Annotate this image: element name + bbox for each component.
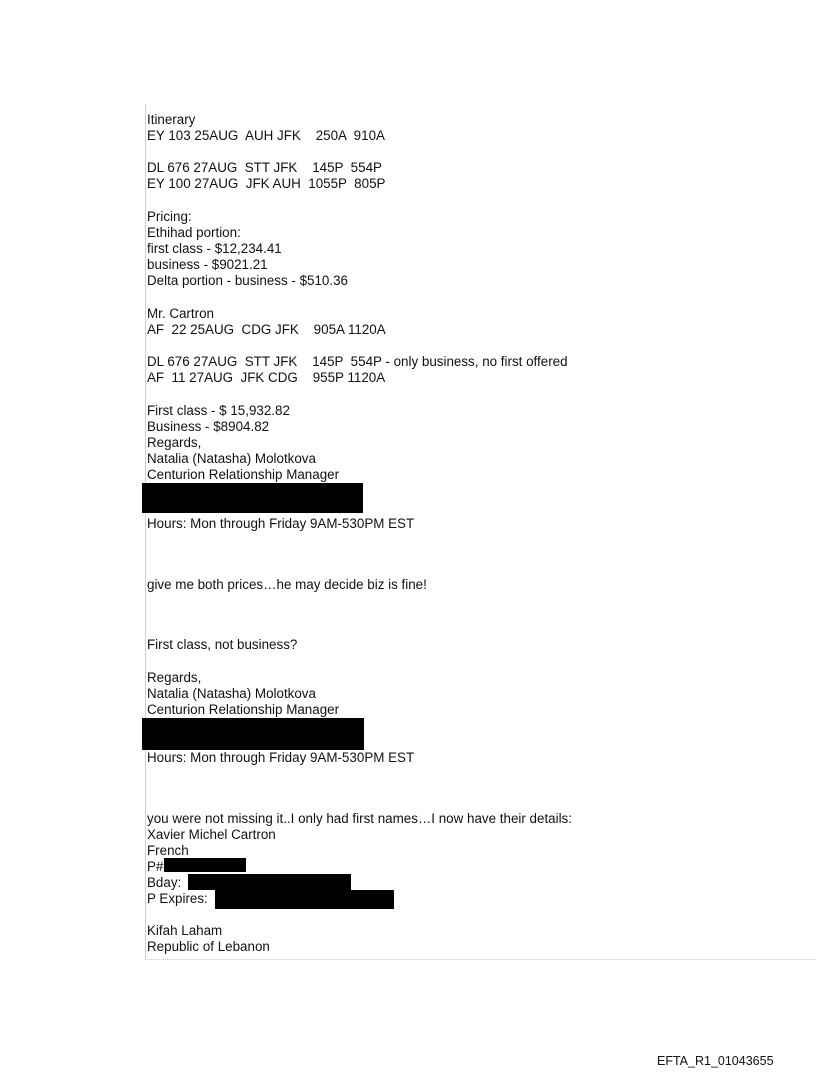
- pricing-line: business - $9021.21: [147, 257, 268, 272]
- flight-line: EY 103 25AUG AUH JFK 250A 910A: [147, 128, 385, 143]
- message-text: give me both prices…he may decide biz is fine!: [147, 577, 427, 592]
- document-id: EFTA_R1_01043655: [657, 1054, 774, 1068]
- passenger-nationality: French: [147, 843, 189, 858]
- signature-hours: Hours: Mon through Friday 9AM-530PM EST: [147, 750, 415, 765]
- passport-expires-label: P Expires:: [147, 891, 208, 906]
- flight-line: DL 676 27AUG STT JFK 145P 554P: [147, 160, 382, 175]
- signature-hours: Hours: Mon through Friday 9AM-530PM EST: [147, 516, 415, 531]
- itinerary-heading: Itinerary: [147, 112, 196, 127]
- redaction-box: [142, 718, 364, 750]
- signature-regards: Regards,: [147, 435, 202, 450]
- signature-name: Natalia (Natasha) Molotkova: [147, 686, 316, 701]
- redaction-box: [142, 483, 363, 513]
- birthday-label: Bday:: [147, 875, 182, 890]
- pricing-line: Ethihad portion:: [147, 225, 241, 240]
- redaction-box: [188, 874, 351, 890]
- signature-name: Natalia (Natasha) Molotkova: [147, 451, 316, 466]
- signature-title: Centurion Relationship Manager: [147, 702, 340, 717]
- passenger-name: Kifah Laham: [147, 923, 223, 938]
- flight-line: DL 676 27AUG STT JFK 145P 554P - only business, no first offered: [147, 354, 568, 369]
- pricing-line: Business - $8904.82: [147, 419, 270, 434]
- passport-label: P#: [147, 859, 164, 874]
- flight-line: EY 100 27AUG JFK AUH 1055P 805P: [147, 176, 386, 191]
- message-text: First class, not business?: [147, 637, 298, 652]
- passenger-name: Xavier Michel Cartron: [147, 827, 276, 842]
- passenger-name: Mr. Cartron: [147, 306, 214, 321]
- pricing-line: first class - $12,234.41: [147, 241, 282, 256]
- redaction-box: [215, 890, 394, 909]
- passenger-country: Republic of Lebanon: [147, 939, 270, 954]
- flight-line: AF 11 27AUG JFK CDG 955P 1120A: [147, 370, 386, 385]
- pricing-line: First class - $ 15,932.82: [147, 403, 290, 418]
- pricing-heading: Pricing:: [147, 209, 192, 224]
- pricing-line: Delta portion - business - $510.36: [147, 273, 348, 288]
- redaction-box: [164, 858, 246, 872]
- signature-regards: Regards,: [147, 670, 202, 685]
- signature-title: Centurion Relationship Manager: [147, 467, 340, 482]
- flight-line: AF 22 25AUG CDG JFK 905A 1120A: [147, 322, 386, 337]
- message-text: you were not missing it..I only had first names…I now have their details:: [147, 811, 572, 826]
